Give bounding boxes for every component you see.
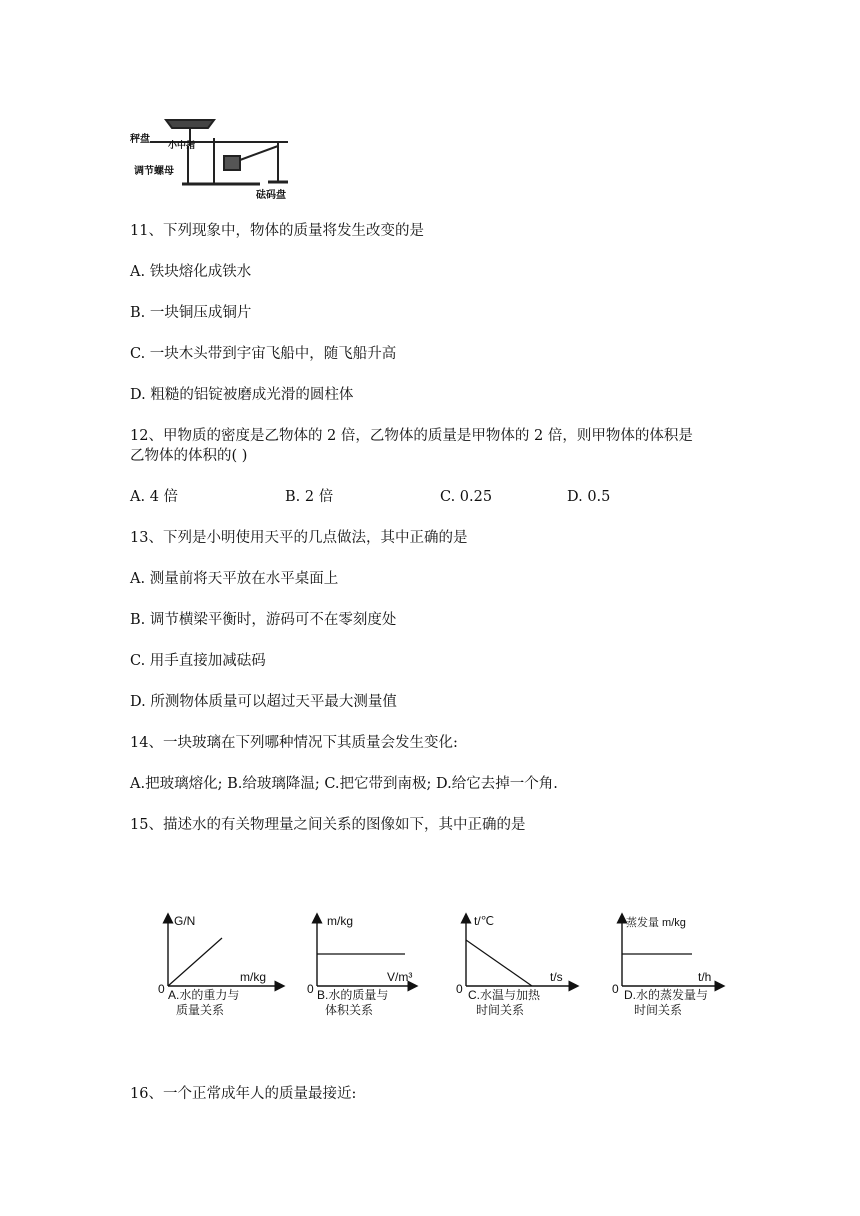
q15-graph-d [612,910,742,1022]
graph-d-caption-1: D.水的蒸发量与 [624,988,709,1002]
q11-option-c: C. 一块木头带到宇宙飞船中，随飞船升高 [130,346,397,362]
balance-label-pan: 秤盘 [130,134,150,145]
graph-a-caption-2: 质量关系 [176,1003,225,1017]
q15-graph-c [456,910,586,1022]
graph-d-x-label: t/h [698,970,712,984]
q13-stem: 13、下列是小明使用天平的几点做法，其中正确的是 [130,530,468,546]
balance-label-weights: 砝码盘 [256,190,286,201]
q11-option-a: A. 铁块熔化成铁水 [130,264,252,280]
q15-graph-a [158,910,288,1022]
graph-b-caption-2: 体积关系 [325,1003,374,1017]
graph-a-data-line [168,938,222,986]
graph-a-caption-1: A.水的重力与 [168,988,240,1002]
q13-option-a: A. 测量前将天平放在水平桌面上 [130,571,339,587]
graph-a-zero: 0 [158,982,165,996]
graph-d-y-label: 蒸发量 m/kg [626,917,686,929]
graph-d-zero: 0 [612,982,619,996]
q12-stem-line2: 乙物体的体积的( ) [130,448,248,464]
q16-stem: 16、一个正常成年人的质量最接近: [130,1086,357,1102]
q12-option-a: A. 4 倍 [130,489,179,505]
q14-stem: 14、一块玻璃在下列哪种情况下其质量会发生变化: [130,735,458,751]
balance-figure [128,112,296,202]
q11-option-d: D. 粗糙的铝锭被磨成光滑的圆柱体 [130,387,354,403]
q11-stem: 11、下列现象中，物体的质量将发生改变的是 [130,223,424,239]
q12-stem-line1: 12、甲物质的密度是乙物体的 2 倍，乙物体的质量是甲物体的 2 倍，则甲物体的体积是 [130,428,693,444]
graph-b-caption-1: B.水的质量与 [317,988,389,1002]
q14-options: A.把玻璃熔化; B.给玻璃降温; C.把它带到南极; D.给它去掉一个角. [130,776,558,792]
q12-option-c: C. 0.25 [440,489,493,505]
q15-graph-b [307,910,437,1022]
graph-b-x-label: V/m³ [387,970,413,984]
q12-option-d: D. 0.5 [567,489,611,505]
graph-c-x-label: t/s [550,970,563,984]
graph-c-caption-2: 时间关系 [476,1003,525,1017]
q13-option-b: B. 调节横梁平衡时，游码可不在零刻度处 [130,612,397,628]
q11-option-b: B. 一块铜压成铜片 [130,305,252,321]
q15-stem: 15、描述水的有关物理量之间关系的图像如下，其中正确的是 [130,817,526,833]
q13-option-d: D. 所测物体质量可以超过天平最大测量值 [130,694,397,710]
graph-c-zero: 0 [456,982,463,996]
graph-a-x-label: m/kg [240,970,267,984]
graph-b-y-label: m/kg [327,914,354,928]
graph-b-zero: 0 [307,982,314,996]
graph-d-caption-2: 时间关系 [634,1003,683,1017]
graph-c-y-label: t/℃ [474,914,495,928]
graph-a-y-label: G/N [174,914,196,928]
balance-label-nut: 调节螺母 [134,166,174,177]
balance-label-pointer: 小中指 [168,141,196,151]
q13-option-c: C. 用手直接加减砝码 [130,653,266,669]
graph-c-data-line [466,940,532,986]
graph-c-caption-1: C.水温与加热 [468,988,541,1002]
q12-option-b: B. 2 倍 [285,489,334,505]
